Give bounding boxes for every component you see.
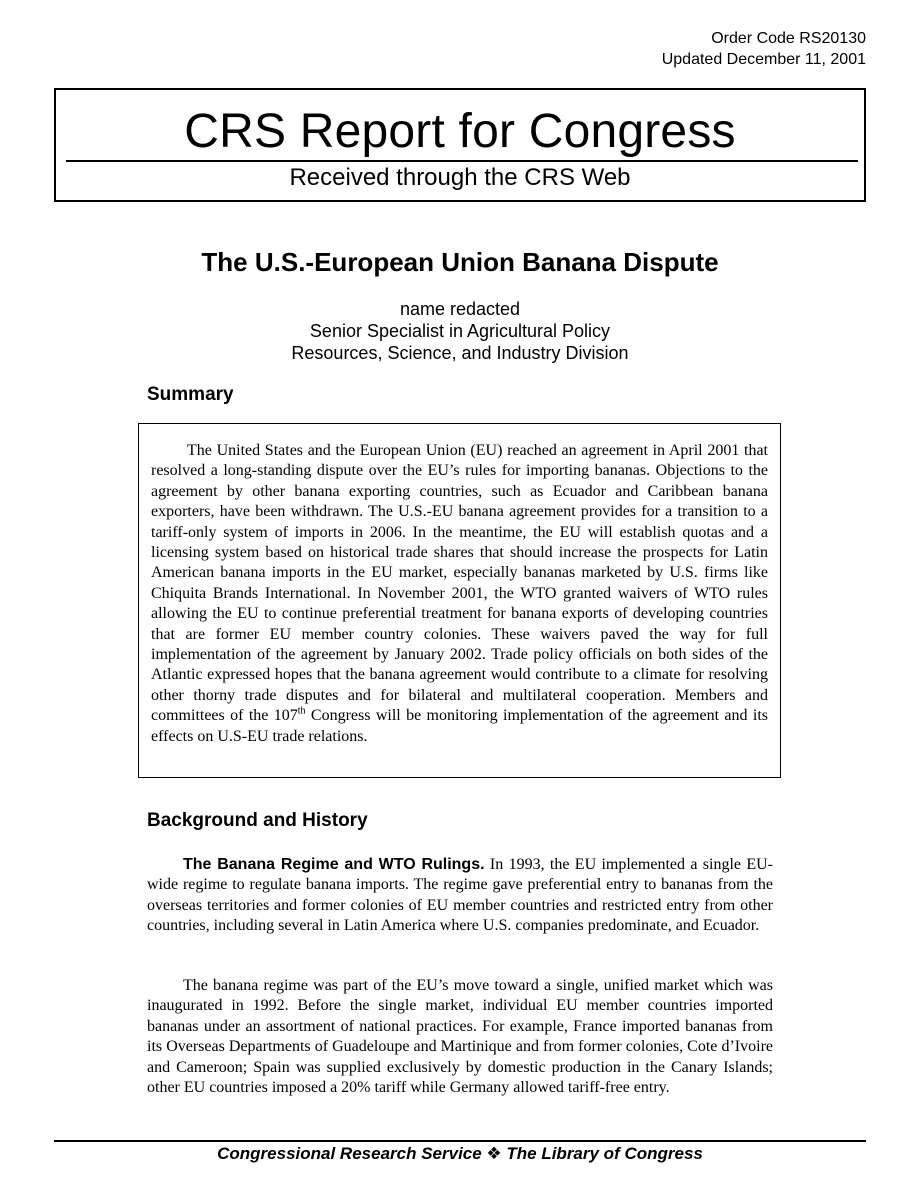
summary-box: [138, 423, 781, 778]
author-division: Resources, Science, and Industry Division: [291, 343, 629, 363]
paragraph-1-text: In 1993, the EU implemented a single EU-wide regime to regulate banana imports. The regime gave preferential entry to bananas from the overseas territories and former colonies of EU member countries and restricted entry from other countries, including several in Latin America where U.S. companies predominate, and Ecuador.: [147, 856, 773, 935]
summary-superscript: th: [297, 705, 306, 717]
paragraph-2-text: The banana regime was part of the EU’s move toward a single, unified market which was inaugurated in 1992. Before the single market, individual EU member countries imported bananas under an assortment of national practices. For example, France imported bananas from its Overseas Departments of Guadeloupe and Martinique and from former colonies, Cote d’Ivoire and Cameroon; Spain was supplied exclusively by domestic production in the Canary Islands; other EU countries imposed a 20% tariff while Germany allowed tariff-free entry.: [147, 977, 773, 1097]
updated-date: Updated December 11, 2001: [661, 51, 866, 68]
background-heading: Background and History: [147, 810, 368, 831]
order-code: Order Code RS20130: [711, 30, 866, 47]
background-paragraph-2: [147, 976, 773, 1098]
author-block: [0, 298, 920, 364]
footer-text: Congressional Research Service ❖ The Library of Congress: [217, 1144, 703, 1163]
document-title: The U.S.-European Union Banana Dispute: [201, 247, 719, 277]
banner-rule: [66, 160, 858, 162]
banner-title: CRS Report for Congress: [184, 105, 736, 158]
crs-banner: [54, 88, 866, 202]
summary-text-main: The United States and the European Union (EU) reached an agreement in April 2001 that resolved a long-standing dispute over the EU’s rules for importing bananas. Objections to the agreement by other banana exporting countries, such as Ecuador and Caribbean banana exporters, have been withdrawn. The U.S.-EU banana agreement provides for a transition to a tariff-only system of imports in 2006. In the meantime, the EU will establish quotas and a licensing system based on historical trade shares that should increase the prospects for Latin American banana imports in the EU market, especially bananas marketed by U.S. firms like Chiquita Brands International. In November 2001, the WTO granted waivers of WTO rules allowing the EU to continue preferential treatment for banana exports of developing countries that are former EU member country colonies. These waivers paved the way for full implementation of the agreement by January 2002. Trade policy officials on both sides of the Atlantic expressed hopes that the banana agreement would contribute to a climate for resolving other thorny trade disputes and for bilateral and multilateral cooperation. Members and committees of the 107: [151, 442, 768, 725]
background-paragraph-1: [147, 855, 773, 937]
summary-heading: Summary: [147, 384, 234, 405]
author-role: Senior Specialist in Agricultural Policy: [309, 321, 611, 341]
order-info: [662, 28, 866, 70]
author-name: name redacted: [399, 299, 521, 319]
runin-heading-banana-regime: The Banana Regime and WTO Rulings.: [183, 856, 485, 873]
summary-text-end: Congress will be monitoring implementation of the agreement and its effects on U.S-EU trade relations.: [151, 707, 769, 745]
footer-rule: [54, 1140, 866, 1142]
banner-subtitle: Received through the CRS Web: [289, 164, 631, 191]
summary-paragraph: [151, 441, 768, 747]
